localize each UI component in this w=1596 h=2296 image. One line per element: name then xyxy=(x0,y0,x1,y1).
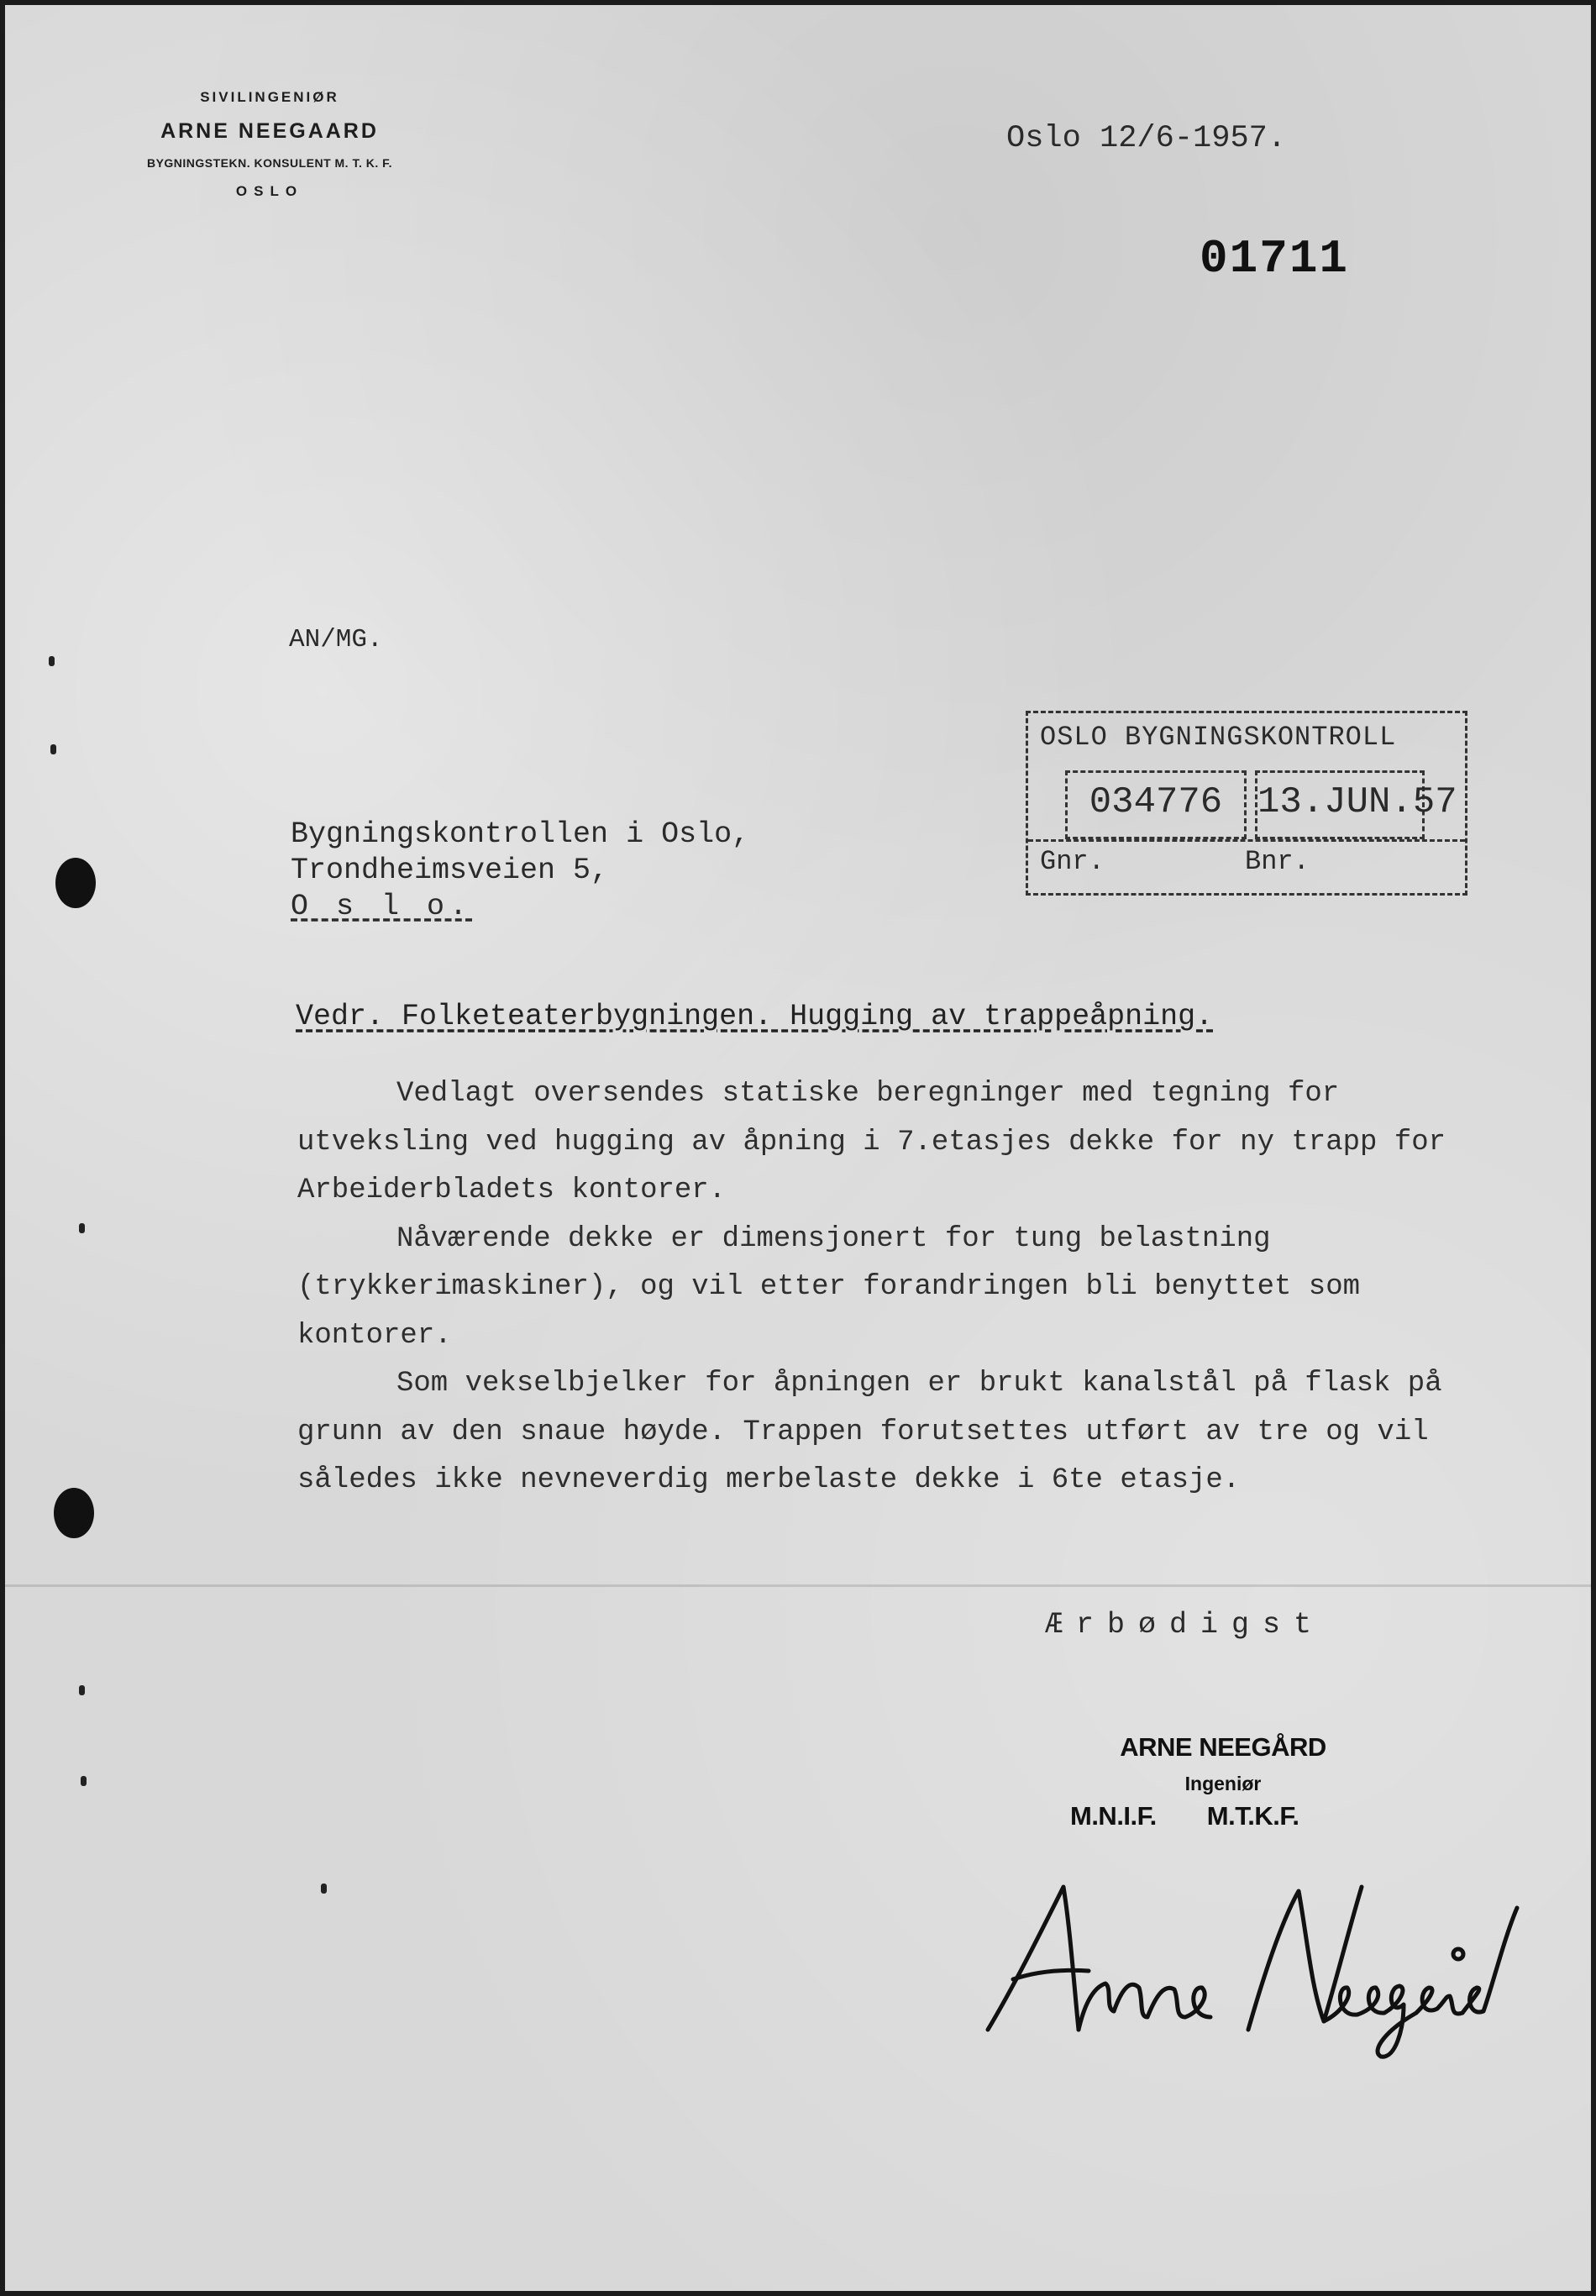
signature-qualifications xyxy=(1070,1801,1299,1831)
recipient-line2: Trondheimsveien 5, xyxy=(291,854,609,887)
qualification-mnif: M.N.I.F. xyxy=(1070,1801,1157,1831)
stamp-label-bnr: Bnr. xyxy=(1245,846,1310,877)
reference-number: 01711 xyxy=(1200,232,1350,286)
stamp-label-gnr: Gnr. xyxy=(1040,846,1105,877)
subject-line: Vedr. Folketeaterbygningen. Hugging av trappeåpning. xyxy=(296,1000,1214,1033)
stamp-number: 034776 xyxy=(1065,770,1247,839)
initials: AN/MG. xyxy=(289,625,383,654)
punch-hole-bottom xyxy=(54,1488,94,1538)
body-paragraph-3: Som vekselbjelker for åpningen er brukt kanalstål på flask på grunn av den snaue høyde. Trappen forutsettes utført av tre og vil således ikke nevneverdig merbelaste dekke i 6te etasje. xyxy=(297,1368,1442,1496)
body-paragraph-1: Vedlagt oversendes statiske beregninger med tegning for utveksling ved hugging av åpning i 7.etasjes dekke for ny trapp for Arbeiderbladets kontorer. xyxy=(297,1078,1446,1206)
letter-date: Oslo 12/6-1957. xyxy=(1006,121,1287,156)
letter-page xyxy=(5,5,1591,2291)
fold-line xyxy=(5,1584,1591,1587)
letterhead-name: ARNE NEEGAARD xyxy=(160,119,379,143)
signature-name-stamp: ARNE NEEGÅRD xyxy=(1120,1732,1326,1762)
body-paragraph-2: Nåværende dekke er dimensjonert for tung belastning (trykkerimaskiner), og vil etter forandringen bli benyttet som kontorer. xyxy=(297,1222,1361,1352)
letterhead-profession: BYGNINGSTEKN. KONSULENT M. T. K. F. xyxy=(146,156,393,170)
qualification-mtkf: M.T.K.F. xyxy=(1206,1801,1299,1831)
stamp-divider xyxy=(1028,839,1465,842)
closing: Ærbødigst xyxy=(1045,1608,1326,1642)
received-stamp xyxy=(1026,711,1467,896)
speck xyxy=(79,1223,85,1233)
punch-hole-top xyxy=(55,858,96,908)
speck xyxy=(81,1776,87,1786)
speck xyxy=(49,656,55,666)
recipient-address xyxy=(291,817,749,925)
signature-title: Ingeniør xyxy=(1184,1773,1262,1794)
recipient-line3: O s l o. xyxy=(291,890,473,923)
letterhead-city: OSLO xyxy=(235,183,304,199)
letter-body xyxy=(297,1070,1473,1505)
recipient-line1: Bygningskontrollen i Oslo, xyxy=(291,817,750,851)
letterhead-title: SIVILINGENIØR xyxy=(200,89,339,105)
speck xyxy=(50,744,56,754)
speck xyxy=(321,1884,327,1894)
speck xyxy=(79,1685,85,1695)
stamp-date: 13.JUN.57 xyxy=(1255,770,1425,839)
handwritten-signature xyxy=(979,1862,1534,2063)
stamp-title: OSLO BYGNINGSKONTROLL xyxy=(1040,722,1397,753)
